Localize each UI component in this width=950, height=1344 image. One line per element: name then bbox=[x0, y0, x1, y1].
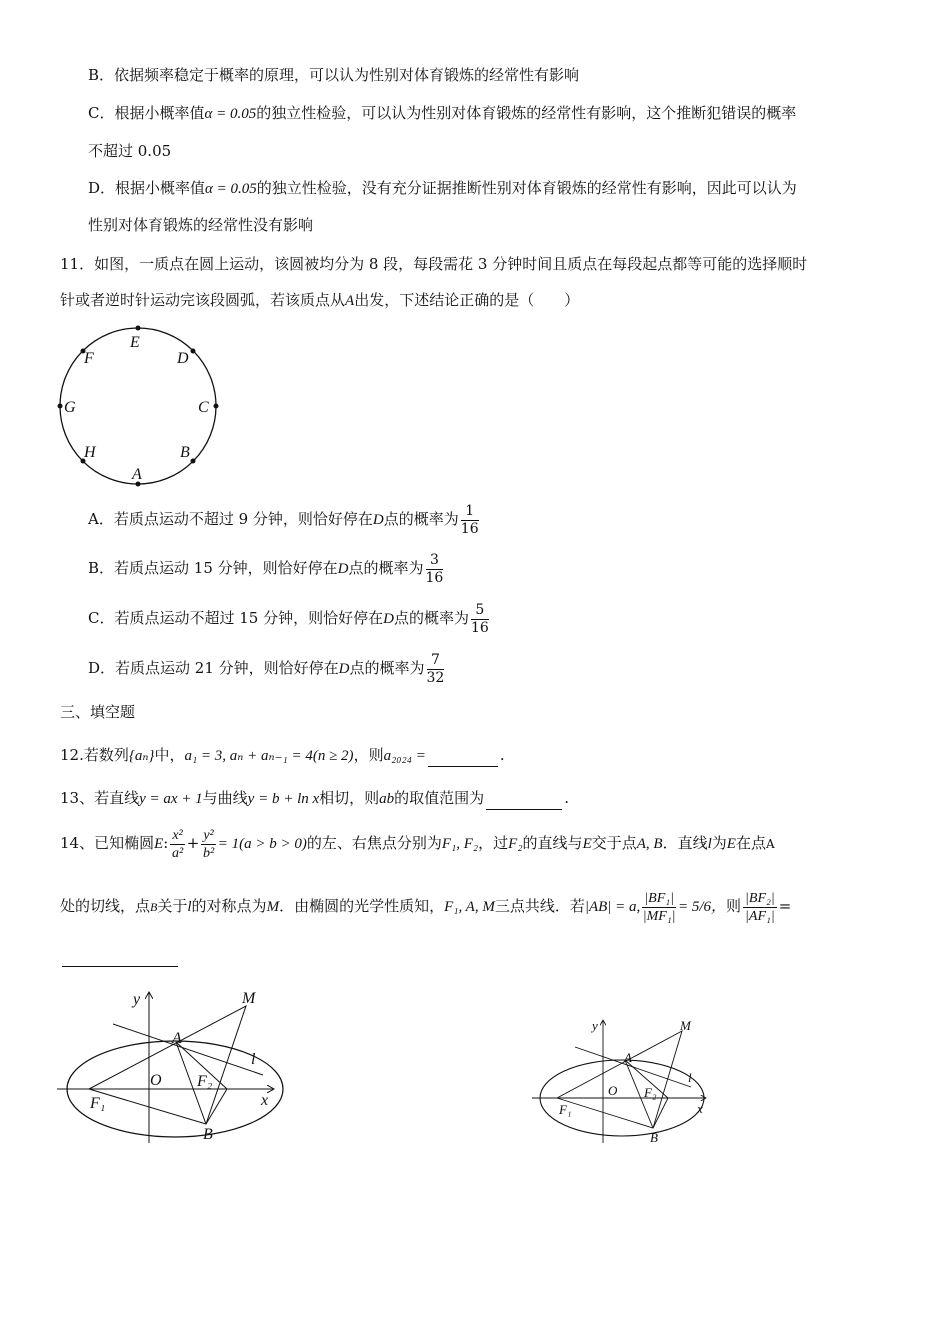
circle-label-a: A bbox=[132, 466, 142, 483]
q14-line2-mid3: ．由椭圆的光学性质知， bbox=[279, 897, 445, 915]
q14-b-small: B bbox=[150, 900, 158, 914]
label-f2: F₂ bbox=[197, 1073, 213, 1090]
q13-ab: ab bbox=[379, 791, 395, 807]
fraction-bf2-af1 bbox=[743, 890, 777, 925]
option-pre: B．若质点运动 15 分钟，则恰好停在 bbox=[88, 559, 338, 577]
q11-stem-post: 出发，下述结论正确的是（ ） bbox=[354, 291, 580, 309]
answer-blank[interactable] bbox=[428, 766, 498, 767]
q10-option-b: B．依据频率稳定于概率的原理，可以认为性别对体育锻炼的经常性有影响 bbox=[88, 66, 580, 84]
label-y-axis: y bbox=[133, 991, 141, 1008]
q11-stem-pre: 针或者逆时针运动完该段圆弧，若该质点从 bbox=[60, 291, 346, 309]
fraction bbox=[427, 652, 445, 687]
answer-blank[interactable] bbox=[62, 944, 178, 967]
ellipse-figure-large bbox=[55, 985, 295, 1150]
fraction bbox=[426, 552, 444, 587]
q10-option-d-post: 的独立性检验，没有充分证据推断性别对体育锻炼的经常性有影响，因此可以认为 bbox=[256, 179, 797, 197]
fraction-y2-b2 bbox=[201, 827, 215, 862]
label-m: M bbox=[680, 1018, 691, 1033]
q14-then: 则 bbox=[726, 897, 742, 915]
q12-target: a₂₀₂₄ = bbox=[383, 748, 426, 764]
option-post: 点的概率为 bbox=[349, 659, 425, 677]
q14-pre: 14、已知椭圆 bbox=[60, 834, 155, 852]
label-o: O bbox=[608, 1083, 618, 1098]
q12-post: ，则 bbox=[353, 746, 384, 764]
circle-label-g: G bbox=[64, 399, 76, 416]
label-f1: F₁ bbox=[559, 1102, 572, 1117]
q13-stem bbox=[60, 787, 569, 810]
circle-label-e: E bbox=[130, 334, 140, 351]
fraction-bf1-mf1 bbox=[642, 890, 676, 925]
q14-mid3: 的直线与 bbox=[522, 834, 583, 852]
fraction-den: a² bbox=[171, 845, 184, 861]
fraction-den: 16 bbox=[460, 520, 479, 537]
q14-line2-mid2: 的对称点为 bbox=[191, 897, 267, 915]
fraction-num: |BF₂| bbox=[745, 890, 775, 906]
q14-mid1: 的左、右焦点分别为 bbox=[306, 834, 442, 852]
q13-mid: 与曲线 bbox=[202, 789, 248, 807]
q10-option-d-line2: 性别对体育锻炼的经常性没有影响 bbox=[88, 216, 314, 234]
circle-label-d: D bbox=[177, 350, 189, 367]
q14-line2-mid1: 关于 bbox=[157, 897, 188, 915]
q14-m: M bbox=[266, 899, 280, 915]
option-post: 点的概率为 bbox=[393, 609, 469, 627]
option-post: 点的概率为 bbox=[348, 559, 424, 577]
label-x-axis: x bbox=[261, 1092, 269, 1109]
q14-stem-line2 bbox=[60, 883, 791, 930]
q14-mid4: 交于点 bbox=[591, 834, 637, 852]
q14-abs-ab: |AB| = a, bbox=[584, 899, 641, 915]
fraction-num: 7 bbox=[427, 652, 445, 670]
q14-line2-pre: 处的切线，点 bbox=[60, 897, 151, 915]
label-b: B bbox=[203, 1126, 213, 1143]
q14-line2-mid4: 三点共线．若 bbox=[494, 897, 585, 915]
q10-option-d-pre: D．根据小概率值 bbox=[88, 179, 206, 197]
option-pre: A．若质点运动不超过 9 分钟，则恰好停在 bbox=[88, 510, 373, 528]
label-y-axis: y bbox=[592, 1018, 598, 1033]
fraction-den: 16 bbox=[470, 619, 489, 636]
label-f1: F₁ bbox=[90, 1095, 106, 1112]
section-heading: 三、填空题 bbox=[60, 703, 136, 721]
fraction-num: 1 bbox=[461, 503, 479, 521]
label-x-axis: x bbox=[697, 1101, 703, 1116]
fraction-num: x² bbox=[172, 827, 183, 843]
alpha-expression: α = 0.05 bbox=[205, 181, 257, 197]
q11-option-b bbox=[88, 549, 445, 588]
q13-curve-eq: y = b + ln x bbox=[247, 791, 320, 807]
q14-foci: F₁, F₂ bbox=[441, 836, 479, 852]
circle-label-h: H bbox=[84, 444, 96, 461]
circle-figure bbox=[50, 320, 230, 490]
option-pre: C．若质点运动不超过 15 分钟，则恰好停在 bbox=[88, 609, 384, 627]
answer-blank[interactable] bbox=[486, 809, 562, 810]
fraction-num: |BF₁| bbox=[644, 890, 674, 906]
q14-ellipse-name: E bbox=[582, 836, 592, 852]
q12-condition: a₁ = 3, aₙ + aₙ₋₁ = 4(n ≥ 2) bbox=[184, 748, 354, 764]
label-a: A bbox=[624, 1050, 632, 1065]
label-f2: F₂ bbox=[644, 1085, 657, 1100]
q11-stem-var: A bbox=[345, 293, 355, 309]
q12-sequence: {aₙ} bbox=[128, 748, 155, 764]
fraction bbox=[461, 503, 479, 538]
q14-l: l bbox=[707, 836, 712, 852]
q14-l: l bbox=[187, 899, 192, 915]
q14-eq: = 1(a > b > 0) bbox=[217, 836, 307, 852]
q11-stem-line1: 11．如图，一质点在圆上运动，该圆被均分为 8 段，每段需花 3 分钟时间且质点在每段起点都等可能的选择顺时 bbox=[60, 255, 808, 273]
option-var: D bbox=[337, 561, 349, 577]
q12-stem bbox=[60, 744, 505, 767]
option-post: 点的概率为 bbox=[383, 510, 459, 528]
fraction-num: 3 bbox=[426, 552, 444, 570]
option-var: D bbox=[372, 512, 384, 528]
fraction-den: 32 bbox=[426, 669, 445, 686]
label-l: l bbox=[251, 1051, 256, 1068]
q13-end: . bbox=[564, 789, 569, 807]
q13-mid2: 相切，则 bbox=[319, 789, 380, 807]
q13-pre: 13、若直线 bbox=[60, 789, 140, 807]
circle-label-f: F bbox=[84, 350, 94, 367]
q14-ab: A, B bbox=[636, 836, 663, 852]
q14-f2: F₂ bbox=[508, 836, 523, 852]
label-o: O bbox=[150, 1072, 162, 1089]
q10-option-c-post: 的独立性检验，可以认为性别对体育锻炼的经常性有影响，这个推断犯错误的概率 bbox=[256, 104, 797, 122]
ellipse-figure-small bbox=[530, 1015, 715, 1150]
fraction-num: y² bbox=[203, 827, 214, 843]
q10-option-c-line2: 不超过 0.05 bbox=[88, 142, 172, 160]
fraction-den: 16 bbox=[425, 569, 444, 586]
circle-label-c: C bbox=[198, 399, 209, 416]
label-m: M bbox=[242, 990, 256, 1007]
q14-ellipse-name: E bbox=[726, 836, 736, 852]
q10-option-d-line1 bbox=[88, 177, 797, 200]
q11-option-c bbox=[88, 599, 491, 638]
fraction-den: |AF₁| bbox=[745, 908, 775, 924]
q14-mid6: 为 bbox=[711, 834, 727, 852]
q14-colon: : bbox=[163, 834, 169, 852]
option-var: D bbox=[383, 611, 394, 627]
q14-frac1-val: = 5/6， bbox=[677, 899, 727, 915]
q14-mid2: ，过 bbox=[478, 834, 509, 852]
q11-option-d bbox=[88, 649, 446, 688]
fraction-den: b² bbox=[202, 845, 215, 861]
option-var: D bbox=[338, 661, 350, 677]
q14-eq-end: = bbox=[778, 897, 792, 915]
circle-label-b: B bbox=[180, 444, 190, 461]
q13-post: 的取值范围为 bbox=[394, 789, 485, 807]
q14-collinear: F₁, A, M bbox=[444, 899, 495, 915]
q14-mid5: ．直线 bbox=[662, 834, 708, 852]
label-a: A bbox=[172, 1030, 182, 1047]
q11-option-a bbox=[88, 500, 481, 539]
q10-option-c-pre: C．根据小概率值 bbox=[88, 104, 205, 122]
fraction-den: |MF₁| bbox=[642, 908, 676, 924]
q13-line-eq: y = ax + 1 bbox=[139, 791, 203, 807]
q12-end: . bbox=[499, 746, 505, 764]
q14-ellipse-name: E bbox=[154, 836, 164, 852]
q14-stem-line1 bbox=[60, 820, 775, 867]
q14-plus: + bbox=[186, 834, 200, 852]
label-l: l bbox=[688, 1070, 692, 1085]
fraction-num: 5 bbox=[471, 602, 489, 620]
option-pre: D．若质点运动 21 分钟，则恰好停在 bbox=[88, 659, 339, 677]
q10-option-c-line1 bbox=[88, 102, 796, 125]
q12-pre: 12.若数列 bbox=[60, 746, 129, 764]
q11-stem-line2 bbox=[60, 289, 579, 312]
fraction bbox=[471, 602, 489, 637]
q14-a-small: A bbox=[765, 837, 775, 851]
q14-mid7: 在点 bbox=[735, 834, 766, 852]
q12-mid: 中， bbox=[154, 746, 185, 764]
alpha-expression: α = 0.05 bbox=[204, 106, 257, 122]
label-b: B bbox=[650, 1130, 658, 1145]
fraction-x2-a2 bbox=[170, 827, 184, 862]
